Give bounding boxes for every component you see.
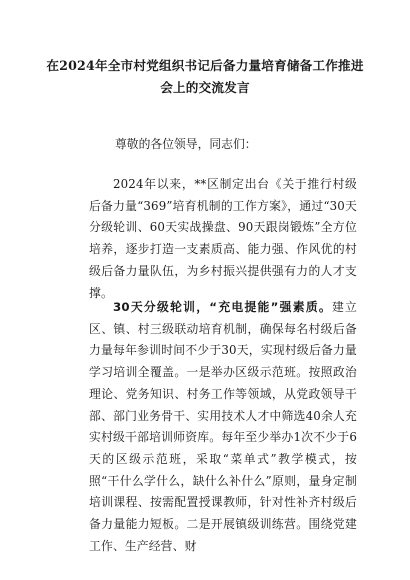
document-title: 在2024年全市村党组织书记后备力量培育储备工作推进会上的交流发言: [46, 58, 364, 95]
paragraph-training: [89, 297, 357, 557]
paragraph-lead-heading: 30天分级轮训，“充电提能”强素质。: [113, 300, 332, 314]
paragraph-text: 建立区、镇、村三级联动培育机制，确保每名村级后备力量每年参训时间不少于30天，实现村级后备力量学习培训全覆盖。一是举办区级示范班。按照政治理论、党务知识、村务工作等领域，从党政领导干部、部门业务骨干、实用技术人才中筛选40余人充实村级干部培训师资库。每年至少举办1次不少于6天的区级示范班，采取“菜单式”教学模式，按照“干什么学什么，缺什么补什么”原则，量身定制培训课程、按需配置授课教师，针对性补齐村级后备力量能力短板。二是开展镇级训练营。围绕党建工作、生产经营、财: [89, 300, 357, 553]
paragraph-text: 2024年以来，**区制定出台《关于推行村级后备力量“369”培育机制的工作方案》，通过“30天分级轮训、60天实战操盘、90天跟岗锻炼”全方位培养，逐步打造一支素质高、能力强、作风优的村级后备力量队伍，为乡村振兴提供强有力的人才支撑。: [89, 177, 357, 300]
paragraph-intro: [89, 174, 357, 304]
salutation: 尊敬的各位领导，同志们：: [115, 137, 257, 151]
